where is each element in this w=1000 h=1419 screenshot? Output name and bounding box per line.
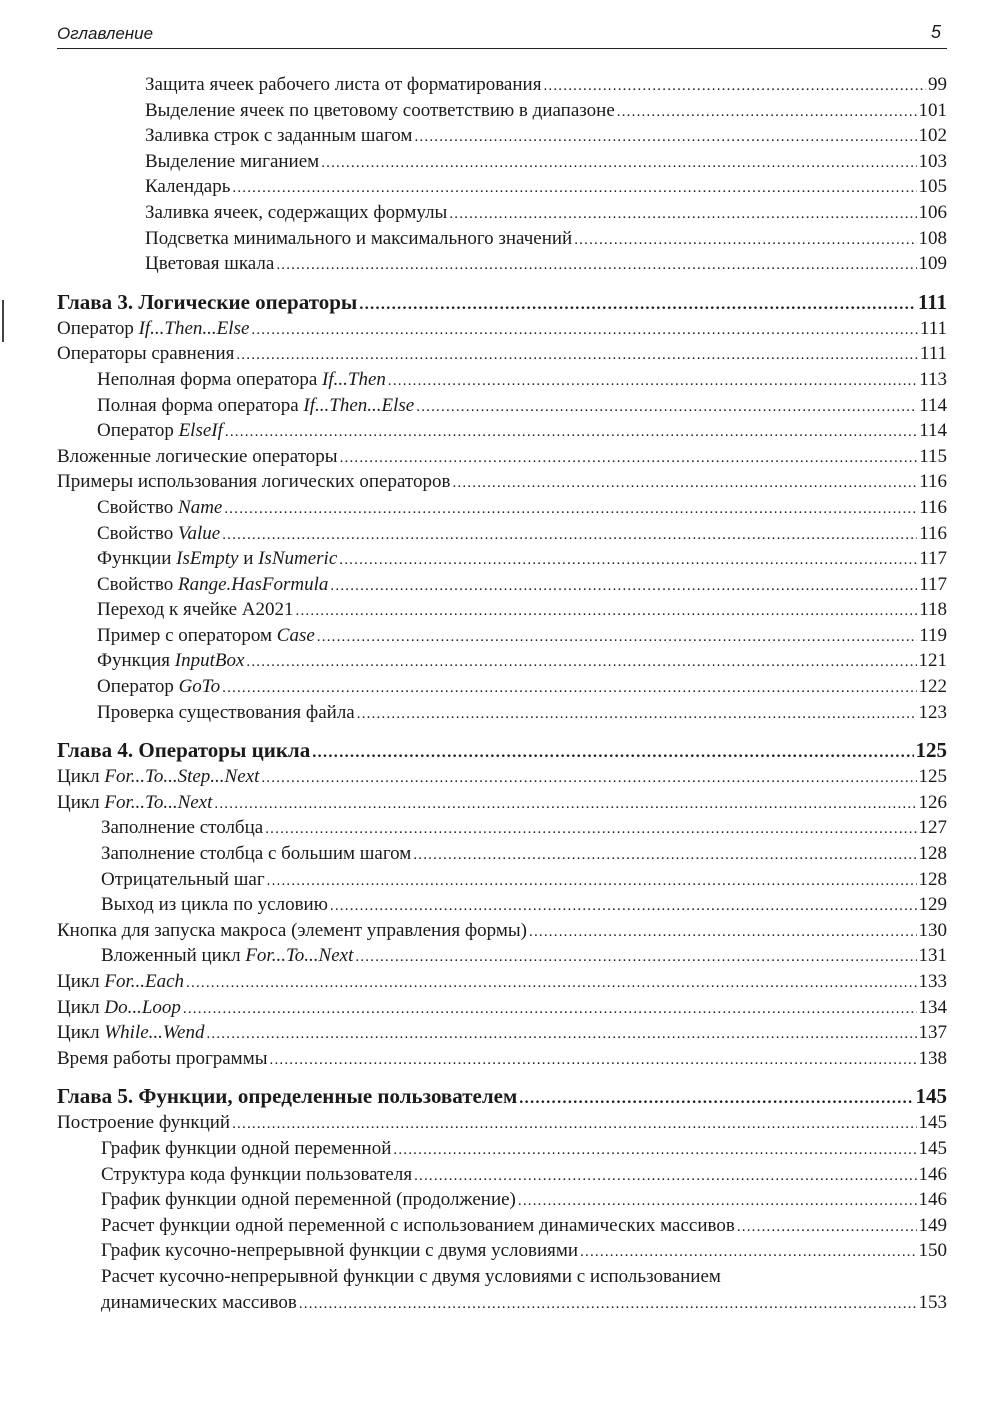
toc-entry-code: Do...Loop bbox=[104, 996, 181, 1018]
toc-entry-page: 128 bbox=[918, 868, 947, 890]
toc-entry-text: Построение функций bbox=[57, 1112, 231, 1134]
toc-entry-text: Оператор bbox=[97, 676, 179, 698]
toc-entry[interactable] bbox=[57, 995, 947, 1021]
leader-dots bbox=[330, 574, 917, 600]
toc-entry-title bbox=[101, 1136, 391, 1162]
toc-entry-text: Подсветка минимального и максимального значений bbox=[145, 227, 573, 249]
toc-entry-title bbox=[101, 1238, 578, 1264]
leader-dots bbox=[357, 702, 917, 728]
toc-entry-page: 138 bbox=[918, 1047, 947, 1069]
leader-dots bbox=[299, 1292, 917, 1318]
toc-entry-title bbox=[145, 123, 412, 149]
toc-entry[interactable] bbox=[57, 251, 947, 277]
toc-entry-page: 145 bbox=[918, 1112, 947, 1134]
leader-dots bbox=[339, 548, 917, 574]
toc-entry-title bbox=[145, 226, 572, 252]
toc-entry-text: Цикл bbox=[57, 766, 105, 788]
leader-dots bbox=[416, 395, 917, 421]
toc-entry-text: динамических массивов bbox=[101, 1291, 297, 1313]
toc-entry-title bbox=[101, 1213, 735, 1239]
toc-entry[interactable] bbox=[57, 72, 947, 98]
toc-entry-code: IsNumeric bbox=[258, 548, 338, 570]
table-of-contents bbox=[57, 72, 947, 1315]
toc-entry-page: 122 bbox=[918, 676, 947, 698]
toc-entry[interactable] bbox=[57, 764, 947, 790]
leader-dots bbox=[270, 1048, 917, 1074]
toc-entry-text: Глава 5. Функции, определенные пользователем bbox=[57, 1084, 518, 1109]
leader-dots bbox=[414, 1164, 916, 1190]
leader-dots bbox=[186, 971, 916, 997]
toc-entry-text: Заполнение столбца с большим шагом bbox=[101, 843, 412, 865]
toc-entry-code: IsEmpty bbox=[176, 548, 239, 570]
toc-entry-title bbox=[101, 1187, 516, 1213]
toc-entry-title bbox=[97, 572, 328, 598]
toc-entry-page: 118 bbox=[919, 599, 947, 621]
toc-entry-page: 113 bbox=[919, 368, 947, 390]
toc-entry[interactable] bbox=[57, 1187, 947, 1213]
leader-dots bbox=[355, 945, 916, 971]
toc-entry-text: Свойство bbox=[97, 496, 179, 518]
leader-dots bbox=[261, 766, 916, 792]
leader-dots bbox=[222, 676, 916, 702]
binding-mark bbox=[2, 300, 4, 342]
toc-entry-text: Оператор bbox=[57, 317, 139, 339]
toc-entry-page: 111 bbox=[917, 289, 947, 314]
toc-entry-code: If...Then...Else bbox=[138, 317, 250, 339]
toc-entry-text: Время работы программы bbox=[57, 1047, 268, 1069]
toc-entry[interactable] bbox=[57, 495, 947, 521]
leader-dots bbox=[452, 471, 917, 497]
toc-entry[interactable] bbox=[57, 1136, 947, 1162]
toc-entry-page: 106 bbox=[918, 201, 947, 223]
toc-entry-page: 117 bbox=[919, 548, 947, 570]
toc-entry-title bbox=[101, 943, 353, 969]
toc-entry-text: Вложенный цикл bbox=[101, 945, 246, 967]
toc-entry-page: 128 bbox=[918, 843, 947, 865]
toc-entry-title bbox=[101, 815, 263, 841]
toc-entry-page: 109 bbox=[918, 253, 947, 275]
toc-entry[interactable] bbox=[57, 174, 947, 200]
leader-dots bbox=[388, 369, 917, 395]
toc-entry-text: Переход к ячейке A2021 bbox=[97, 599, 294, 621]
toc-entry-title bbox=[145, 72, 541, 98]
toc-entry-page: 121 bbox=[918, 650, 947, 672]
leader-dots bbox=[321, 151, 916, 177]
leader-dots bbox=[330, 894, 917, 920]
toc-entry-text: Цикл bbox=[57, 996, 105, 1018]
toc-entry-page: 119 bbox=[919, 624, 947, 646]
toc-entry-title bbox=[97, 648, 244, 674]
toc-entry-page: 105 bbox=[918, 176, 947, 198]
toc-entry-title bbox=[97, 418, 223, 444]
toc-entry-text: Примеры использования логических операторов bbox=[57, 471, 451, 493]
toc-entry-title bbox=[97, 623, 315, 649]
toc-entry-page: 145 bbox=[915, 1084, 947, 1109]
toc-entry-title bbox=[97, 674, 220, 700]
toc-entry-page: 114 bbox=[919, 394, 947, 416]
toc-entry-text: Цикл bbox=[57, 971, 105, 992]
toc-entry-text: Функция bbox=[97, 650, 175, 672]
toc-entry-page: 115 bbox=[919, 445, 947, 467]
toc-entry-title bbox=[101, 892, 328, 918]
toc-entry-title bbox=[57, 469, 450, 495]
leader-dots bbox=[737, 1215, 917, 1241]
toc-entry[interactable] bbox=[57, 98, 947, 124]
toc-entry-title bbox=[57, 764, 259, 790]
toc-entry-title bbox=[97, 700, 355, 726]
leader-dots bbox=[529, 920, 917, 946]
toc-entry[interactable] bbox=[57, 918, 947, 944]
toc-entry[interactable] bbox=[57, 1110, 947, 1136]
toc-entry-title bbox=[57, 341, 234, 367]
toc-entry-title bbox=[57, 1082, 517, 1110]
toc-entry-text: Оператор bbox=[97, 420, 179, 442]
toc-entry[interactable] bbox=[57, 815, 947, 841]
toc-entry-text: Свойство bbox=[97, 573, 179, 595]
toc-entry-title bbox=[97, 546, 337, 572]
toc-entry-page: 146 bbox=[918, 1189, 947, 1211]
toc-entry-title bbox=[101, 841, 411, 867]
toc-entry-text: Цикл bbox=[57, 791, 105, 813]
leader-dots bbox=[224, 497, 917, 523]
leader-dots bbox=[449, 202, 916, 228]
toc-entry-text: Функции bbox=[97, 548, 177, 570]
toc-entry-title bbox=[57, 790, 212, 816]
toc-entry[interactable] bbox=[57, 1264, 947, 1315]
leader-dots bbox=[543, 74, 926, 100]
toc-entry[interactable] bbox=[57, 572, 947, 598]
leader-dots bbox=[214, 792, 916, 818]
leader-dots bbox=[359, 291, 916, 319]
toc-entry-code: If...Then bbox=[322, 368, 386, 390]
toc-entry[interactable] bbox=[57, 341, 947, 367]
leader-dots bbox=[574, 228, 916, 254]
toc-entry[interactable] bbox=[57, 674, 947, 700]
leader-dots bbox=[183, 997, 917, 1023]
toc-entry-text: График функции одной переменной (продолжение) bbox=[101, 1189, 516, 1211]
toc-entry[interactable] bbox=[57, 418, 947, 444]
leader-dots bbox=[312, 739, 913, 767]
toc-entry-text: Цветовая шкала bbox=[145, 253, 275, 275]
toc-entry-text: Неполная форма оператора bbox=[97, 368, 323, 390]
toc-entry-title bbox=[101, 1162, 412, 1188]
toc-entry-title bbox=[97, 367, 386, 393]
toc-entry[interactable] bbox=[57, 226, 947, 252]
toc-entry-text: Отрицательный шаг bbox=[101, 868, 265, 890]
leader-dots bbox=[519, 1085, 913, 1113]
leader-dots bbox=[340, 446, 918, 472]
toc-entry-page: 108 bbox=[918, 227, 947, 249]
toc-entry-title bbox=[145, 98, 615, 124]
toc-entry-page: 145 bbox=[918, 1137, 947, 1159]
toc-entry[interactable] bbox=[57, 597, 947, 623]
toc-entry-text: График функции одной переменной bbox=[101, 1137, 392, 1159]
toc-entry-text: Выделение миганием bbox=[145, 150, 320, 172]
toc-entry-text: Расчет кусочно-непрерывной функции с двумя условиями с использованием bbox=[101, 1265, 721, 1287]
toc-entry-page: 133 bbox=[918, 971, 947, 992]
leader-dots bbox=[267, 869, 917, 895]
toc-entry-page: 117 bbox=[919, 573, 947, 595]
toc-entry-code: While...Wend bbox=[104, 1022, 205, 1044]
toc-entry-page: 137 bbox=[918, 1022, 947, 1044]
leader-dots bbox=[413, 843, 916, 869]
toc-entry-page: 129 bbox=[918, 894, 947, 916]
toc-entry-text: Проверка существования файла bbox=[97, 701, 355, 723]
toc-entry[interactable] bbox=[57, 1046, 947, 1072]
toc-entry-title bbox=[57, 444, 338, 470]
running-header-title: Оглавление bbox=[57, 24, 154, 43]
toc-entry-page: 150 bbox=[918, 1240, 947, 1262]
toc-entry-text: Выделение ячеек по цветовому соответствию в диапазоне bbox=[145, 99, 615, 121]
toc-entry-code: For...To...Next bbox=[104, 791, 213, 813]
toc-entry-title bbox=[57, 316, 249, 342]
toc-entry[interactable] bbox=[57, 469, 947, 495]
toc-entry-code: Range.HasFormula bbox=[178, 573, 329, 595]
leader-dots bbox=[225, 420, 917, 446]
toc-entry-code: ElseIf bbox=[178, 420, 223, 442]
toc-entry-page: 111 bbox=[919, 343, 947, 365]
toc-entry-page: 127 bbox=[918, 817, 947, 839]
toc-entry[interactable] bbox=[57, 790, 947, 816]
toc-entry[interactable] bbox=[57, 841, 947, 867]
toc-chapter[interactable] bbox=[57, 736, 947, 764]
toc-entry[interactable] bbox=[57, 546, 947, 572]
toc-entry-page: 103 bbox=[918, 150, 947, 172]
toc-entry-code: GoTo bbox=[178, 676, 221, 698]
toc-entry[interactable] bbox=[57, 521, 947, 547]
toc-entry-title bbox=[97, 597, 294, 623]
toc-entry-text: Вложенные логические операторы bbox=[57, 445, 338, 467]
toc-entry-title bbox=[97, 393, 414, 419]
toc-entry-page: 114 bbox=[919, 420, 947, 442]
toc-entry-title bbox=[145, 174, 230, 200]
toc-entry[interactable] bbox=[57, 892, 947, 918]
toc-entry-page: 130 bbox=[918, 919, 947, 941]
toc-entry[interactable] bbox=[57, 1162, 947, 1188]
toc-entry[interactable] bbox=[57, 1020, 947, 1046]
toc-entry[interactable] bbox=[57, 1238, 947, 1264]
toc-entry[interactable] bbox=[57, 1213, 947, 1239]
toc-entry-title bbox=[57, 1020, 204, 1046]
leader-dots bbox=[296, 599, 918, 625]
toc-entry-title bbox=[57, 1110, 230, 1136]
toc-entry-text: Свойство bbox=[97, 522, 179, 544]
leader-dots bbox=[276, 253, 916, 279]
toc-entry-title bbox=[97, 495, 222, 521]
toc-entry-page: 134 bbox=[918, 996, 947, 1018]
toc-entry-text: Цикл bbox=[57, 1022, 105, 1044]
toc-entry[interactable] bbox=[57, 200, 947, 226]
toc-entry-page: 123 bbox=[918, 701, 947, 723]
leader-dots bbox=[317, 625, 917, 651]
toc-entry[interactable] bbox=[57, 943, 947, 969]
toc-entry-code: Case bbox=[276, 624, 315, 646]
toc-entry-page: 125 bbox=[915, 738, 947, 763]
toc-entry[interactable] bbox=[57, 149, 947, 175]
toc-entry-title bbox=[145, 149, 319, 175]
toc-entry-text: Пример с оператором bbox=[97, 624, 277, 646]
toc-entry-text: Календарь bbox=[145, 176, 231, 198]
toc-entry-page: 116 bbox=[919, 522, 947, 544]
toc-entry[interactable] bbox=[57, 367, 947, 393]
toc-entry-title bbox=[57, 995, 181, 1021]
toc-entry-page: 153 bbox=[918, 1291, 947, 1313]
toc-entry-title bbox=[97, 521, 220, 547]
toc-entry[interactable] bbox=[57, 648, 947, 674]
toc-entry-text: Структура кода функции пользователя bbox=[101, 1163, 413, 1185]
toc-entry-text: Глава 4. Операторы цикла bbox=[57, 738, 311, 763]
leader-dots bbox=[518, 1189, 917, 1215]
toc-entry-text: Защита ячеек рабочего листа от форматирования bbox=[145, 74, 542, 95]
toc-entry-text: Операторы сравнения bbox=[57, 343, 235, 365]
leader-dots bbox=[265, 817, 916, 843]
toc-entry-text: и bbox=[238, 548, 259, 570]
toc-entry-code: For...To...Step...Next bbox=[104, 766, 260, 788]
toc-entry[interactable] bbox=[57, 969, 947, 995]
toc-entry-text: График кусочно-непрерывной функции с двумя условиями bbox=[101, 1240, 579, 1262]
toc-entry-title bbox=[57, 918, 527, 944]
toc-entry-title bbox=[57, 969, 184, 995]
toc-entry-text: Заполнение столбца bbox=[101, 817, 264, 839]
toc-entry[interactable] bbox=[57, 867, 947, 893]
toc-entry-page: 125 bbox=[918, 766, 947, 788]
toc-entry-text: Кнопка для запуска макроса (элемент управления формы) bbox=[57, 919, 527, 941]
leader-dots bbox=[393, 1138, 916, 1164]
toc-chapter[interactable] bbox=[57, 288, 947, 316]
toc-entry-code: Name bbox=[178, 496, 223, 518]
toc-entry[interactable] bbox=[57, 316, 947, 342]
toc-entry-code: If...Then...Else bbox=[303, 394, 415, 416]
toc-entry-title bbox=[57, 1046, 268, 1072]
toc-entry[interactable] bbox=[57, 700, 947, 726]
leader-dots bbox=[251, 318, 918, 344]
leader-dots bbox=[617, 100, 917, 126]
toc-entry-text: Выход из цикла по условию bbox=[101, 894, 328, 916]
toc-entry-page: 126 bbox=[918, 791, 947, 813]
toc-entry-page: 131 bbox=[918, 945, 947, 967]
toc-entry-title bbox=[101, 867, 265, 893]
toc-entry-page: 146 bbox=[918, 1163, 947, 1185]
toc-entry-text: Заливка ячеек, содержащих формулы bbox=[145, 201, 448, 223]
toc-chapter[interactable] bbox=[57, 1082, 947, 1110]
toc-entry-page: 101 bbox=[918, 99, 947, 121]
toc-entry-page: 116 bbox=[919, 496, 947, 518]
running-header bbox=[57, 22, 947, 49]
toc-entry-code: InputBox bbox=[174, 650, 245, 672]
leader-dots bbox=[246, 650, 916, 676]
leader-dots bbox=[236, 343, 918, 369]
toc-entry-text: Заливка строк с заданным шагом bbox=[145, 125, 413, 147]
toc-entry[interactable] bbox=[57, 123, 947, 149]
toc-entry-page: 99 bbox=[928, 74, 947, 95]
leader-dots bbox=[232, 1112, 916, 1138]
toc-entry-title bbox=[145, 251, 274, 277]
toc-entry-text: Глава 3. Логические операторы bbox=[57, 289, 358, 314]
toc-entry-code: For...To...Next bbox=[245, 945, 354, 967]
toc-entry-page: 102 bbox=[918, 125, 947, 147]
toc-entry-code: Value bbox=[178, 522, 221, 544]
leader-dots bbox=[222, 523, 917, 549]
leader-dots bbox=[414, 125, 916, 151]
toc-entry-title bbox=[57, 736, 310, 764]
toc-entry[interactable] bbox=[57, 393, 947, 419]
leader-dots bbox=[580, 1240, 916, 1266]
leader-dots bbox=[232, 176, 916, 202]
toc-entry-page: 116 bbox=[919, 471, 947, 493]
toc-entry-text: Расчет функции одной переменной с использованием динамических массивов bbox=[101, 1214, 735, 1236]
toc-entry-title bbox=[145, 200, 447, 226]
toc-entry[interactable] bbox=[57, 623, 947, 649]
leader-dots bbox=[206, 1022, 916, 1048]
toc-entry-page: 111 bbox=[919, 317, 947, 339]
toc-entry-code: For...Each bbox=[104, 971, 185, 992]
toc-entry-page: 149 bbox=[918, 1214, 947, 1236]
toc-entry-text: Полная форма оператора bbox=[97, 394, 304, 416]
page-number: 5 bbox=[930, 22, 941, 42]
toc-entry-title bbox=[57, 288, 357, 316]
toc-entry[interactable] bbox=[57, 444, 947, 470]
